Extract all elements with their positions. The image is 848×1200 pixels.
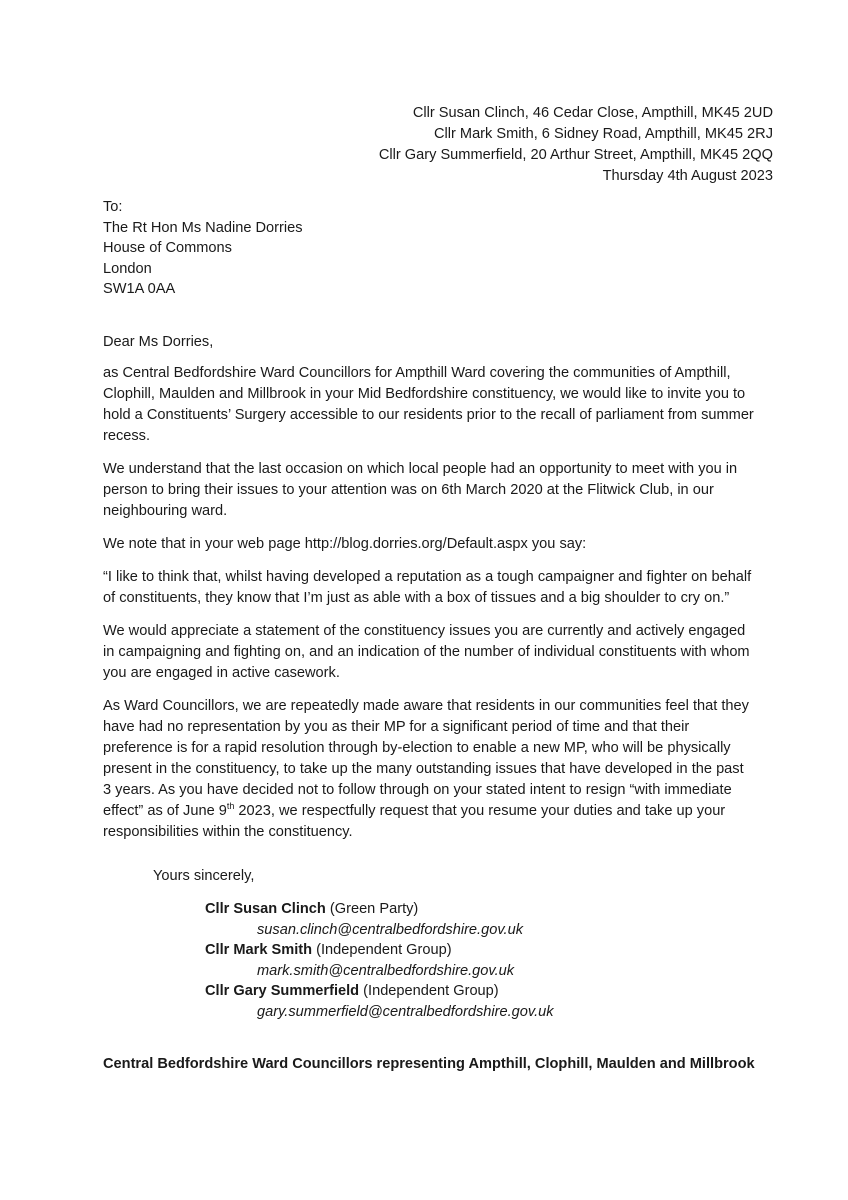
signatory-name: Cllr Susan Clinch (205, 901, 326, 917)
signatory (205, 940, 554, 961)
signatory-party: (Independent Group) (312, 942, 452, 959)
body-paragraph: as Central Bedfordshire Ward Councillors for Ampthill Ward covering the communities of Ampthill, Clophill, Maulden and Millbrook in your Mid Bedfordshire constituency, we would like to invite you to hold a Constituents’ Surgery accessible to our residents prior to the recall of parliament from summer recess. (103, 365, 754, 444)
sender-address-line: Cllr Gary Summerfield, 20 Arthur Street, Ampthill, MK45 2QQ (378, 147, 773, 163)
body-paragraph: We understand that the last occasion on which local people had an opportunity to meet with you in person to bring their issues to your attention was on 6th March 2020 at the Flitwick Club, in our neighbouring ward. (103, 461, 738, 519)
recipient-line: SW1A 0AA (103, 281, 176, 297)
closing: Yours sincerely, (153, 868, 255, 884)
signatory (205, 981, 554, 1002)
signatory-email: susan.clinch@centralbedfordshire.gov.uk (257, 921, 524, 938)
signature-block (205, 899, 554, 1023)
sender-address-line: Cllr Mark Smith, 6 Sidney Road, Ampthill, MK45 2RJ (433, 126, 773, 142)
body-paragraph (103, 696, 755, 843)
sender-address-line: Cllr Susan Clinch, 46 Cedar Close, Ampthill, MK45 2UD (412, 105, 773, 121)
body-paragraph: We would appreciate a statement of the constituency issues you are currently and actively engaged in campaigning and fighting on, and an indication of the number of individual constituents with whom you are engaged in active casework. (103, 623, 750, 681)
paragraph-text: 2023, we respectfully request that you resume your duties and take up your responsibilities within the constituency. (103, 803, 726, 840)
signatory-party: (Independent Group) (359, 983, 499, 1000)
signatory-name: Cllr Gary Summerfield (205, 983, 360, 1000)
recipient-line: London (103, 260, 152, 277)
sender-address-block (379, 103, 773, 187)
recipient-line: The Rt Hon Ms Nadine Dorries (103, 219, 303, 236)
quote-paragraph: “I like to think that, whilst having developed a reputation as a tough campaigner and fighter on behalf of constituents, they know that I’m just as able with a box of tissues and a big shoulder to cry on.” (103, 569, 752, 606)
recipient-block (103, 197, 303, 300)
salutation: Dear Ms Dorries, (103, 334, 214, 350)
signatory-party: (Green Party) (325, 901, 419, 917)
recipient-line: House of Commons (103, 240, 232, 256)
to-label: To: (103, 199, 123, 215)
signatory-name: Cllr Mark Smith (205, 942, 313, 959)
letter-date: Thursday 4th August 2023 (602, 168, 773, 184)
signatory (205, 899, 554, 920)
letter-body (103, 332, 755, 855)
paragraph-text: As Ward Councillors, we are repeatedly made aware that residents in our communities feel that they have had no representation by you as their MP for a significant period of time and that their preference is for a rapid resolution through by-election to enable a new MP, who will be physically present in the constituency, to take up the many outstanding issues that have developed in the past 3 years. As you have decided not to follow through on your stated intent to resign “with immediate effect” as of June 9 (103, 698, 749, 819)
ordinal-suffix: th (226, 801, 235, 812)
footer-statement: Central Bedfordshire Ward Councillors representing Ampthill, Clophill, Maulden and Millbrook (103, 1056, 755, 1072)
signatory-email: gary.summerfield@centralbedfordshire.gov.uk (257, 1003, 554, 1020)
signatory-email: mark.smith@centralbedfordshire.gov.uk (257, 962, 515, 979)
body-paragraph: We note that in your web page http://blog.dorries.org/Default.aspx you say: (103, 536, 587, 552)
